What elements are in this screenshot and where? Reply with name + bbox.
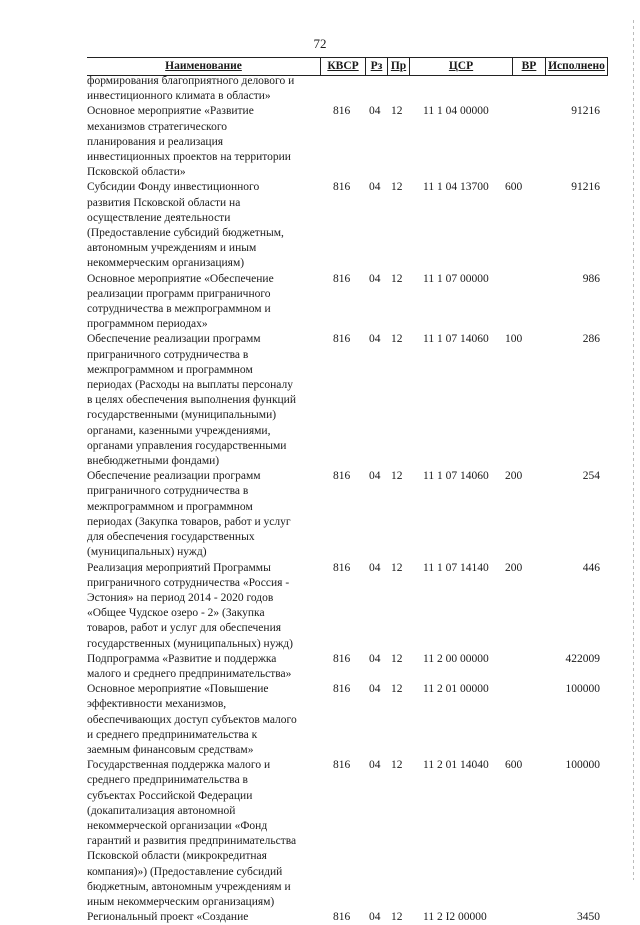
table-row <box>87 180 608 271</box>
row-pr: 12 <box>391 272 403 285</box>
table-row <box>87 561 608 652</box>
row-csr: 11 1 04 00000 <box>423 105 489 118</box>
row-pr: 12 <box>391 759 403 772</box>
row-name: Подпрограмма «Развитие и поддержка малого и среднего предпринимательства» <box>87 652 292 680</box>
row-name: Основное мероприятие «Развитие механизмов стратегического планирования и реализация инвестиционных проектов на территории Псковской области» <box>87 105 291 179</box>
row-rz: 04 <box>369 911 381 924</box>
table-body <box>87 74 608 925</box>
row-csr: 11 2 I2 00000 <box>423 911 487 924</box>
table-row <box>87 652 608 682</box>
header-csr: ЦСР <box>409 58 512 75</box>
row-executed: 446 <box>582 561 600 574</box>
table-row <box>87 332 608 469</box>
row-pr: 12 <box>391 181 403 194</box>
row-kvsr: 816 <box>333 333 351 346</box>
table-row <box>87 104 608 180</box>
row-rz: 04 <box>369 105 381 118</box>
row-pr: 12 <box>391 333 403 346</box>
row-vr: 100 <box>505 333 523 346</box>
row-name: Региональный проект «Создание <box>87 911 249 924</box>
table-row <box>87 758 608 910</box>
header-vr: ВР <box>512 58 545 75</box>
header-executed: Исполнено <box>545 58 608 75</box>
row-rz: 04 <box>369 652 381 665</box>
row-name: Обеспечение реализации программ приграничного сотрудничества в межпрограммном и программном периодах (Расходы на выплаты персоналу в целях обеспечения выполнения функций государственными (муниципальными) органами, казенными учреждениями, органами управления государственными внебюджетными фондами) <box>87 333 296 468</box>
row-kvsr: 816 <box>333 911 351 924</box>
row-executed: 100000 <box>565 683 600 696</box>
row-csr: 11 2 01 00000 <box>423 683 489 696</box>
row-executed: 254 <box>582 470 600 483</box>
row-executed: 100000 <box>565 759 600 772</box>
row-kvsr: 816 <box>333 181 351 194</box>
row-name: Обеспечение реализации программ приграничного сотрудничества в межпрограммном и программном периодах (Закупка товаров, работ и услуг для обеспечения государственных (муниципальных) нужд) <box>87 470 291 559</box>
table-row <box>87 682 608 758</box>
row-executed: 422009 <box>565 652 600 665</box>
scan-edge-line <box>633 20 634 880</box>
row-executed: 91216 <box>571 105 600 118</box>
row-kvsr: 816 <box>333 652 351 665</box>
row-pr: 12 <box>391 561 403 574</box>
table-row <box>87 469 608 560</box>
row-csr: 11 1 07 00000 <box>423 272 489 285</box>
row-csr: 11 2 01 14040 <box>423 759 489 772</box>
row-csr: 11 1 07 14060 <box>423 470 489 483</box>
row-kvsr: 816 <box>333 272 351 285</box>
row-rz: 04 <box>369 272 381 285</box>
row-rz: 04 <box>369 561 381 574</box>
page-number: 72 <box>313 36 327 51</box>
row-vr: 600 <box>505 181 523 194</box>
table-row <box>87 272 608 333</box>
header-kvsr: КВСР <box>320 58 365 75</box>
row-kvsr: 816 <box>333 683 351 696</box>
row-kvsr: 816 <box>333 105 351 118</box>
row-vr: 200 <box>505 470 523 483</box>
row-name: Основное мероприятие «Повышение эффективности механизмов, обеспечивающих доступ субъектов малого и среднего предпринимательства к заемным финансовым средствам» <box>87 683 297 756</box>
table-row <box>87 74 608 104</box>
row-executed: 91216 <box>571 181 600 194</box>
row-csr: 11 1 07 14060 <box>423 333 489 346</box>
header-name: Наименование <box>165 60 242 72</box>
header-pr: Пр <box>387 58 409 75</box>
row-kvsr: 816 <box>333 759 351 772</box>
row-executed: 286 <box>582 333 600 346</box>
row-rz: 04 <box>369 181 381 194</box>
row-kvsr: 816 <box>333 470 351 483</box>
row-pr: 12 <box>391 105 403 118</box>
row-kvsr: 816 <box>333 561 351 574</box>
row-rz: 04 <box>369 333 381 346</box>
row-rz: 04 <box>369 470 381 483</box>
row-pr: 12 <box>391 911 403 924</box>
row-pr: 12 <box>391 683 403 696</box>
row-csr: 11 1 07 14140 <box>423 561 489 574</box>
header-rz: Рз <box>365 58 387 75</box>
row-vr: 200 <box>505 561 523 574</box>
row-pr: 12 <box>391 470 403 483</box>
row-name: Основное мероприятие «Обеспечение реализации программ приграничного сотрудничества в межпрограммном и программном периодах» <box>87 272 274 331</box>
row-csr: 11 2 00 00000 <box>423 652 489 665</box>
row-name: Государственная поддержка малого и среднего предпринимательства в субъектах Российской Федерации (докапитализация автономной некоммерческой организации «Фонд гарантий и развития предпринимательства Псковской области (микрокредитная компания)») (Предоставление субсидий бюджетным, автономным учреждениям и иным некоммерческим организациям) <box>87 759 297 908</box>
table-row <box>87 910 608 925</box>
row-executed: 3450 <box>577 911 600 924</box>
row-rz: 04 <box>369 759 381 772</box>
row-name: Реализация мероприятий Программы приграничного сотрудничества «Россия - Эстония» на период 2014 - 2020 годов «Общее Чудское озеро - 2» (Закупка товаров, работ и услуг для обеспечения государственных (муниципальных) нужд) <box>87 561 293 650</box>
row-vr: 600 <box>505 759 523 772</box>
row-csr: 11 1 04 13700 <box>423 181 489 194</box>
row-rz: 04 <box>369 683 381 696</box>
row-pr: 12 <box>391 652 403 665</box>
row-executed: 986 <box>582 272 600 285</box>
row-name: формирования благоприятного делового и инвестиционного климата в области» <box>87 75 295 103</box>
row-name: Субсидии Фонду инвестиционного развития Псковской области на осуществление деятельности (Предоставление субсидий бюджетным, автономным учреждениям и иным некоммерческим организациям) <box>87 181 284 270</box>
